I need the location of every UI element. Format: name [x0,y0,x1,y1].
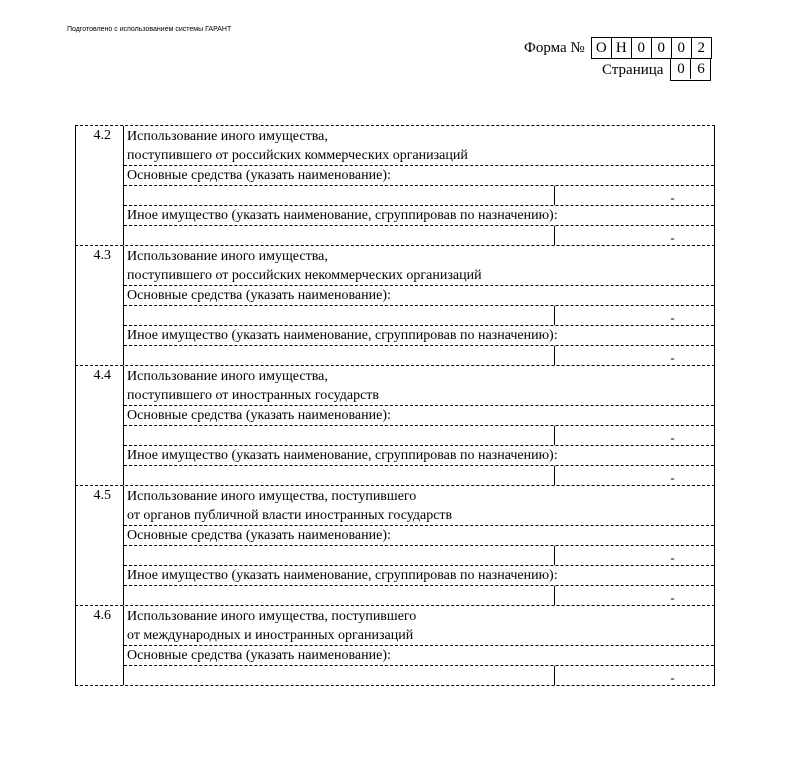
fixed-assets-label: Основные средства (указать наименование): [124,166,714,186]
section-content [124,246,715,365]
fixed-assets-entry-row[interactable] [124,186,714,206]
section-content [124,486,715,605]
fixed-assets-name-cell[interactable] [124,666,555,685]
fixed-assets-name-cell[interactable] [124,546,555,565]
form-number-cells [591,37,712,59]
section-number: 4.3 [75,246,124,365]
form-code-cell: О [595,40,607,56]
section-title-line-2: поступившего от российских коммерческих организаций [124,146,714,166]
other-property-entry-row[interactable] [124,466,714,485]
other-property-label: Иное имущество (указать наименование, сгруппировав по назначению): [124,566,714,586]
section-title-line-2: от органов публичной власти иностранных государств [124,506,714,526]
other-property-amount-cell[interactable]: - [670,350,675,365]
fixed-assets-name-cell[interactable] [124,426,555,445]
section-4-2 [75,126,715,246]
fixed-assets-entry-row[interactable] [124,426,714,446]
fixed-assets-label: Основные средства (указать наименование): [124,286,714,306]
other-property-label: Иное имущество (указать наименование, сгруппировав по назначению): [124,206,714,226]
page-number-row [602,59,711,81]
other-property-name-cell[interactable] [124,466,555,485]
section-number: 4.5 [75,486,124,605]
section-title-line-2: от международных и иностранных организаций [124,626,714,646]
section-title-line-1: Использование иного имущества, [127,249,328,264]
section-number: 4.4 [75,366,124,485]
other-property-name-cell[interactable] [124,346,555,365]
page-number-cell: 0 [677,61,685,77]
other-property-label: Иное имущество (указать наименование, сгруппировав по назначению): [124,326,714,346]
form-number-label: Форма № [524,40,585,56]
other-property-entry-row[interactable] [124,586,714,605]
fixed-assets-name-cell[interactable] [124,306,555,325]
section-number: 4.2 [75,126,124,245]
fixed-assets-amount-cell[interactable]: - [670,310,675,325]
form-number-row [524,37,712,59]
fixed-assets-label: Основные средства (указать наименование): [124,646,714,666]
page-number-cells [670,59,711,81]
section-4-6 [75,606,715,686]
other-property-name-cell[interactable] [124,586,555,605]
form-code-cell: 0 [651,38,671,58]
other-property-amount-cell[interactable]: - [670,230,675,245]
page-number-cell: 6 [690,59,710,79]
fixed-assets-entry-row[interactable] [124,666,714,685]
section-title-line-2: поступившего от иностранных государств [124,386,714,406]
fixed-assets-amount-cell[interactable]: - [670,550,675,565]
section-title-line-1: Использование иного имущества, поступившего [127,489,417,504]
section-content [124,366,715,485]
fixed-assets-label: Основные средства (указать наименование): [124,526,714,546]
fixed-assets-entry-row[interactable] [124,546,714,566]
section-4-5 [75,486,715,606]
form-code-cell: 2 [691,38,711,58]
other-property-entry-row[interactable] [124,346,714,365]
section-number: 4.6 [75,606,124,685]
fixed-assets-entry-row[interactable] [124,306,714,326]
form-code-cell: 0 [631,38,651,58]
section-4-3 [75,246,715,366]
form-code-cell: 0 [671,38,691,58]
section-title-line-1: Использование иного имущества, [127,129,328,144]
form-code-cell: Н [611,38,631,58]
other-property-entry-row[interactable] [124,226,714,245]
page-number-label: Страница [602,62,664,78]
other-property-amount-cell[interactable]: - [670,470,675,485]
other-property-name-cell[interactable] [124,226,555,245]
fixed-assets-label: Основные средства (указать наименование): [124,406,714,426]
fixed-assets-amount-cell[interactable]: - [670,190,675,205]
section-title-line-2: поступившего от российских некоммерческих организаций [124,266,714,286]
section-4-4 [75,366,715,486]
other-property-amount-cell[interactable]: - [670,590,675,605]
property-use-table [75,125,715,686]
fixed-assets-amount-cell[interactable]: - [670,670,675,685]
section-title-line-1: Использование иного имущества, [127,369,328,384]
garant-note: Подготовлено с использованием системы ГАРАНТ [67,26,232,33]
section-content [124,126,715,245]
section-content [124,606,715,685]
section-title-line-1: Использование иного имущества, поступившего [127,609,417,624]
fixed-assets-name-cell[interactable] [124,186,555,205]
other-property-label: Иное имущество (указать наименование, сгруппировав по назначению): [124,446,714,466]
fixed-assets-amount-cell[interactable]: - [670,430,675,445]
